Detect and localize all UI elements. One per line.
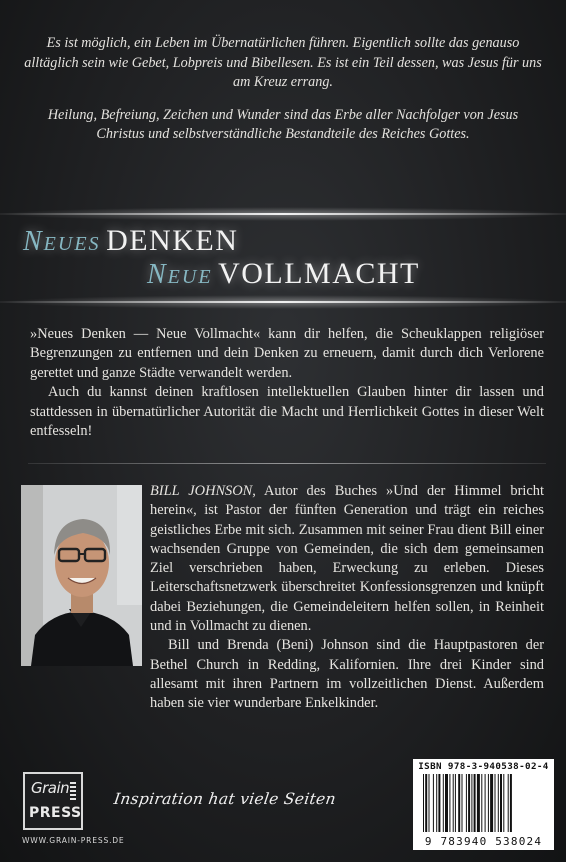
title-accent-2: Neue [147,259,213,290]
description-paragraph-2: Auch du kannst deinen kraftlosen intellektuellen Glauben hinter dir lassen und stattdessen in übernatürlicher Autorität die Macht und Herrlichkeit Gottes in dieser Welt entfesseln! [30,384,544,440]
barcode-bar [425,774,427,832]
publisher-logo-word-bottom: PRESS [29,805,82,821]
barcode-bar [495,774,496,832]
barcode-bar [485,774,486,832]
title-line-1 [23,224,238,258]
title-band-bottom-line [0,301,566,303]
publisher-logo [23,772,83,830]
publisher-website: WWW.GRAIN-PRESS.DE [22,836,125,845]
barcode-bar [423,774,424,832]
barcode-bar [488,774,489,832]
author-bio-paragraph-1-text: , Autor des Buches »Und der Himmel bricht herein«, ist Pastor der fünften Generation und trägt ein reiches geistliches Erbe mit sich. Zusammen mit seiner Frau dient Bill einer wachsenden Gruppe von Gemeinden, die sich dem gemeinsamen Ziel verschrieben haben, Erweckung zu erleben. Dieses Leiterschaftsnetzwerk überschreitet Konfessionsgrenzen und knüpft dabei Beziehungen, die Gemeindeleitern helfen sollen, in Reinheit und in Vollmacht zu dienen. [150,483,544,635]
barcode-bar [500,774,502,832]
intro-text [24,34,542,158]
description-paragraph-1: »Neues Denken — Neue Vollmacht« kann dir helfen, die Scheuklappen religiöser Begrenzungen zu entfernen und dein Denken zu erneuern, damit durch dich Verlorene gerettet und ganze Städte verwandelt werden. [30,326,544,381]
barcode-bar [508,774,509,832]
barcode-bar [436,774,437,832]
barcode-bar [468,774,470,832]
barcode-bar [466,774,467,832]
ean-number: 9 783940 538024 [424,835,543,848]
barcode-bar [474,774,476,832]
isbn-barcode [413,759,554,850]
author-photo [21,485,142,666]
barcode-bar [438,774,440,832]
section-divider [28,463,546,464]
title-main-2: VOLLMACHT [218,257,420,290]
intro-paragraph-1: Es ist möglich, ein Leben im Übernatürlichen führen. Eigentlich sollte das genauso alltäglich sein wie Gebet, Lobpreis und Bibellesen. Es ist ein Teil dessen, was Jesus für uns am Kreuz errang. [24,35,542,91]
barcode-bar [449,774,450,832]
title-accent-1: Neues [23,226,101,257]
publisher-logo-mark-icon [70,782,76,800]
barcode-bar [498,774,499,832]
barcode-bar [458,774,460,832]
author-bio [150,482,544,714]
description-text [30,325,544,441]
author-portrait-illustration [21,485,142,666]
title-main-1: DENKEN [106,224,239,257]
title-band-top-line [0,213,566,215]
barcode-bars [423,774,544,832]
barcode-bar [510,774,512,832]
author-bio-paragraph-2: Bill und Brenda (Beni) Johnson sind die Hauptpastoren der Bethel Church in Redding, Kalifornien. Ihre drei Kinder sind allesamt mit ihren Partnern im vollzeitlichen Dienst. Außerdem haben sie vier wunderbare Enkelkinder. [150,637,544,712]
barcode-bar [443,774,444,832]
barcode-bar [490,774,493,832]
author-bio-paragraph-1 [150,482,544,636]
barcode-bar [503,774,504,832]
barcode-bar [471,774,472,832]
barcode-bar [453,774,454,832]
barcode-bar [462,774,463,832]
isbn-label: ISBN 978-3-940538-02-4 [418,761,549,772]
barcode-bar [481,774,482,832]
barcode-bar [429,774,430,832]
barcode-bar [433,774,434,832]
author-name: BILL JOHNSON [150,483,253,499]
title-line-2 [147,257,420,291]
barcode-bar [455,774,456,832]
publisher-logo-word-top: Grain [31,779,70,797]
barcode-bar [477,774,480,832]
title-band [0,213,566,303]
publisher-tagline: Inspiration hat viele Seiten [112,790,338,808]
intro-paragraph-2: Heilung, Befreiung, Zeichen und Wunder sind das Erbe aller Nachfolger von Jesus Christus und selbstverständliche Bestandteile des Reiches Gottes. [47,106,519,143]
barcode-bar [445,774,448,832]
